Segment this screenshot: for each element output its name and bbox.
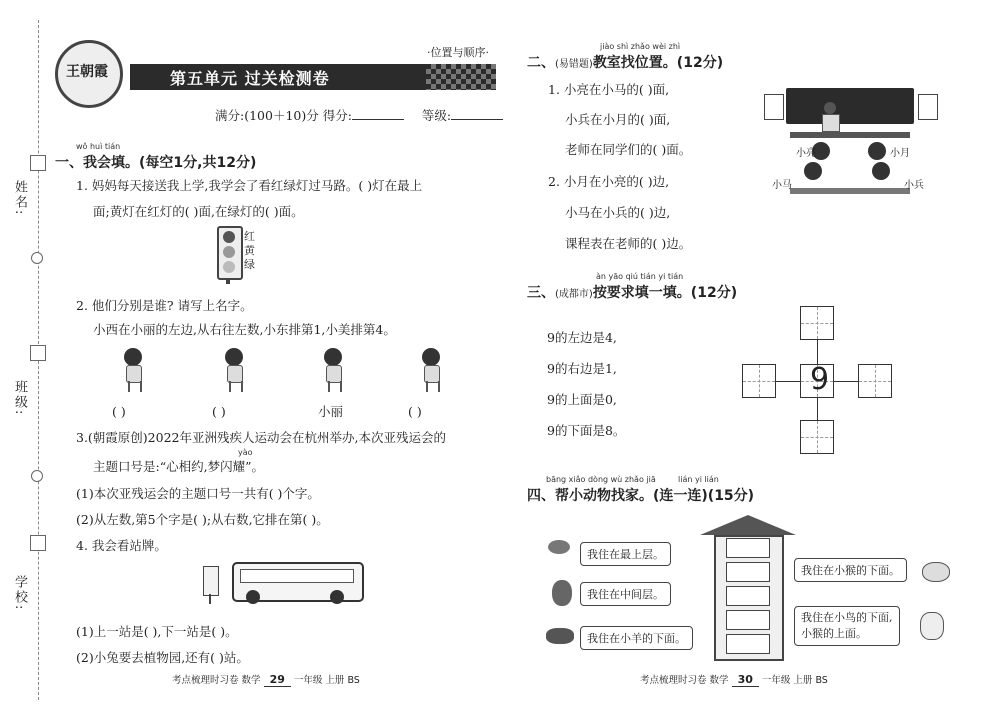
binding-strip [0,0,44,711]
name-label: 姓名: [12,180,27,217]
answer-box-left[interactable] [742,364,776,398]
label-xiaoyue: 小月 [890,148,910,159]
traffic-light-pole [226,278,230,284]
blackboard [786,88,914,124]
title-banner [130,64,496,90]
q3-line1: 3.(朝霞原创)2022年亚洲残疾人运动会在杭州举办,本次亚残运会的 [76,430,446,445]
bubble-between: 我住在小鸟的下面, 小猴的上面。 [794,606,900,646]
schedule-board [764,94,784,120]
page-number: 30 [732,673,759,687]
bus-stop-sign [203,566,219,596]
sec4-pinyin2: lián yi lián [678,475,719,484]
q1-line1: 1. 妈妈每天接送我上学,我学会了看红绿灯过马路。( )灯在最上 [76,178,423,193]
sec3-line1: 9的左边是4, [547,330,617,345]
student-head [868,142,886,160]
teacher-figure [824,102,836,114]
traffic-light [217,226,243,280]
page-number: 29 [264,673,291,687]
sec3-pinyin: àn yāo qiú tián yi tián [596,272,684,281]
q3-line2: 主题口号是:“心相约,梦闪耀”。 [93,459,264,474]
binding-marker [30,155,46,171]
house-floor [726,634,770,654]
bus-windows [240,569,354,583]
class-label: 班级: [12,380,27,417]
connector-line [776,381,800,382]
sec3-line4: 9的下面是8。 [547,423,626,438]
center-box [800,364,834,398]
bubble-middle-floor: 我住在中间层。 [580,582,671,606]
sec2-line3: 老师在同学们的( )面。 [565,142,692,157]
binding-marker [30,535,46,551]
sec1-pinyin: wǒ huì tián [76,142,121,151]
connector-line [817,398,818,420]
q4-sub2: (2)小兔要去植物园,还有( )站。 [76,650,249,665]
answer-box-bottom[interactable] [800,420,834,454]
sec2-line6: 课程表在老师的( )边。 [565,236,692,251]
house-floor [726,586,770,606]
child-figure [320,348,346,392]
footer-right: 考点梳理时习卷 数学 30 一年级 上册 BS [640,673,828,686]
banner-pattern [426,64,496,90]
sec2-line4: 2. 小月在小亮的( )边, [548,174,670,189]
sign-pole [209,594,211,604]
connector-line [817,340,818,364]
score-line: 满分:(100＋10)分 得分: 等级: [215,108,503,123]
student-desk [790,188,910,194]
answer-box-right[interactable] [858,364,892,398]
notice-board [918,94,938,120]
sec1-title: 一、我会填。(每空1分,共12分) [55,155,257,171]
binding-marker [30,345,46,361]
q3-pinyin: yào [238,448,253,457]
house-floor [726,610,770,630]
label-xiaoma: 小马 [772,180,792,191]
sec2-line5: 小马在小兵的( )边, [565,205,671,220]
classroom-illustration [760,84,940,200]
q2-line1: 2. 他们分别是谁? 请写上名字。 [76,298,253,313]
light-circle [223,246,235,258]
label-xiaoliang: 小亮 [796,148,816,159]
student-head [804,162,822,180]
house-floor [726,538,770,558]
house-floor [726,562,770,582]
sec3-title: 三、(成都市)按要求填一填。(12分) [527,285,738,301]
kid-answer-1: ( ) [112,404,126,419]
answer-box-top[interactable] [800,306,834,340]
light-labels: 红 黄 绿 [244,230,255,271]
sec2-line1: 1. 小亮在小马的( )面, [548,82,670,97]
center-digit: 9 [810,362,830,397]
monkey-icon [552,580,572,606]
topic-tag: ·位置与顺序· [427,46,489,59]
kid-answer-2: ( ) [212,404,226,419]
school-label: 学校: [12,575,27,612]
student-head [872,162,890,180]
bus-wheel [330,590,344,604]
bubble-below-sheep: 我住在小羊的下面。 [580,626,693,650]
sec4-pinyin: bāng xiǎo dòng wù zhǎo jiā [546,475,656,484]
sec2-pinyin: jiào shì zhǎo wèi zhì [600,42,681,51]
brand-logo: 王朝霞 [55,40,123,108]
sec2-line2: 小兵在小月的( )面, [565,112,671,127]
connector-line [834,381,858,382]
child-figure [120,348,146,392]
q3-sub1: (1)本次亚残运会的主题口号一共有( )个字。 [76,486,320,501]
q4-title: 4. 我会看站牌。 [76,538,167,553]
bubble-top-floor: 我住在最上层。 [580,542,671,566]
bubble-below-monkey: 我住在小猴的下面。 [794,558,907,582]
bird-icon [548,540,570,554]
sec3-line3: 9的上面是0, [547,392,617,407]
bus-wheel [246,590,260,604]
light-circle [223,231,235,243]
rabbit-icon [920,612,944,640]
child-figure [221,348,247,392]
label-xiaobing: 小兵 [904,180,924,191]
sheep-icon [922,562,950,582]
bus-illustration [232,562,364,602]
sec2-title: 二、(易错题)教室找位置。(12分) [527,55,724,71]
teacher-desk [790,132,910,138]
light-circle [223,261,235,273]
sec4-title: 四、帮小动物找家。(连一连)(15分) [527,488,755,504]
house-roof [700,515,796,535]
q4-sub1: (1)上一站是( ),下一站是( )。 [76,624,238,639]
sec3-line2: 9的右边是1, [547,361,617,376]
elephant-icon [546,628,574,644]
page-title: 第五单元 过关检测卷 [170,69,330,88]
child-figure [418,348,444,392]
q2-line2: 小西在小丽的左边,从右往左数,小东排第1,小美排第4。 [93,322,396,337]
q1-line2: 面;黄灯在红灯的( )面,在绿灯的( )面。 [93,204,304,219]
q3-sub2: (2)从左数,第5个字是( );从右数,它排在第( )。 [76,512,329,527]
kid-answer-3: 小丽 [318,404,344,419]
punch-hole [31,470,43,482]
footer-left: 考点梳理时习卷 数学 29 一年级 上册 BS [172,673,360,686]
punch-hole [31,252,43,264]
kid-answer-4: ( ) [408,404,422,419]
